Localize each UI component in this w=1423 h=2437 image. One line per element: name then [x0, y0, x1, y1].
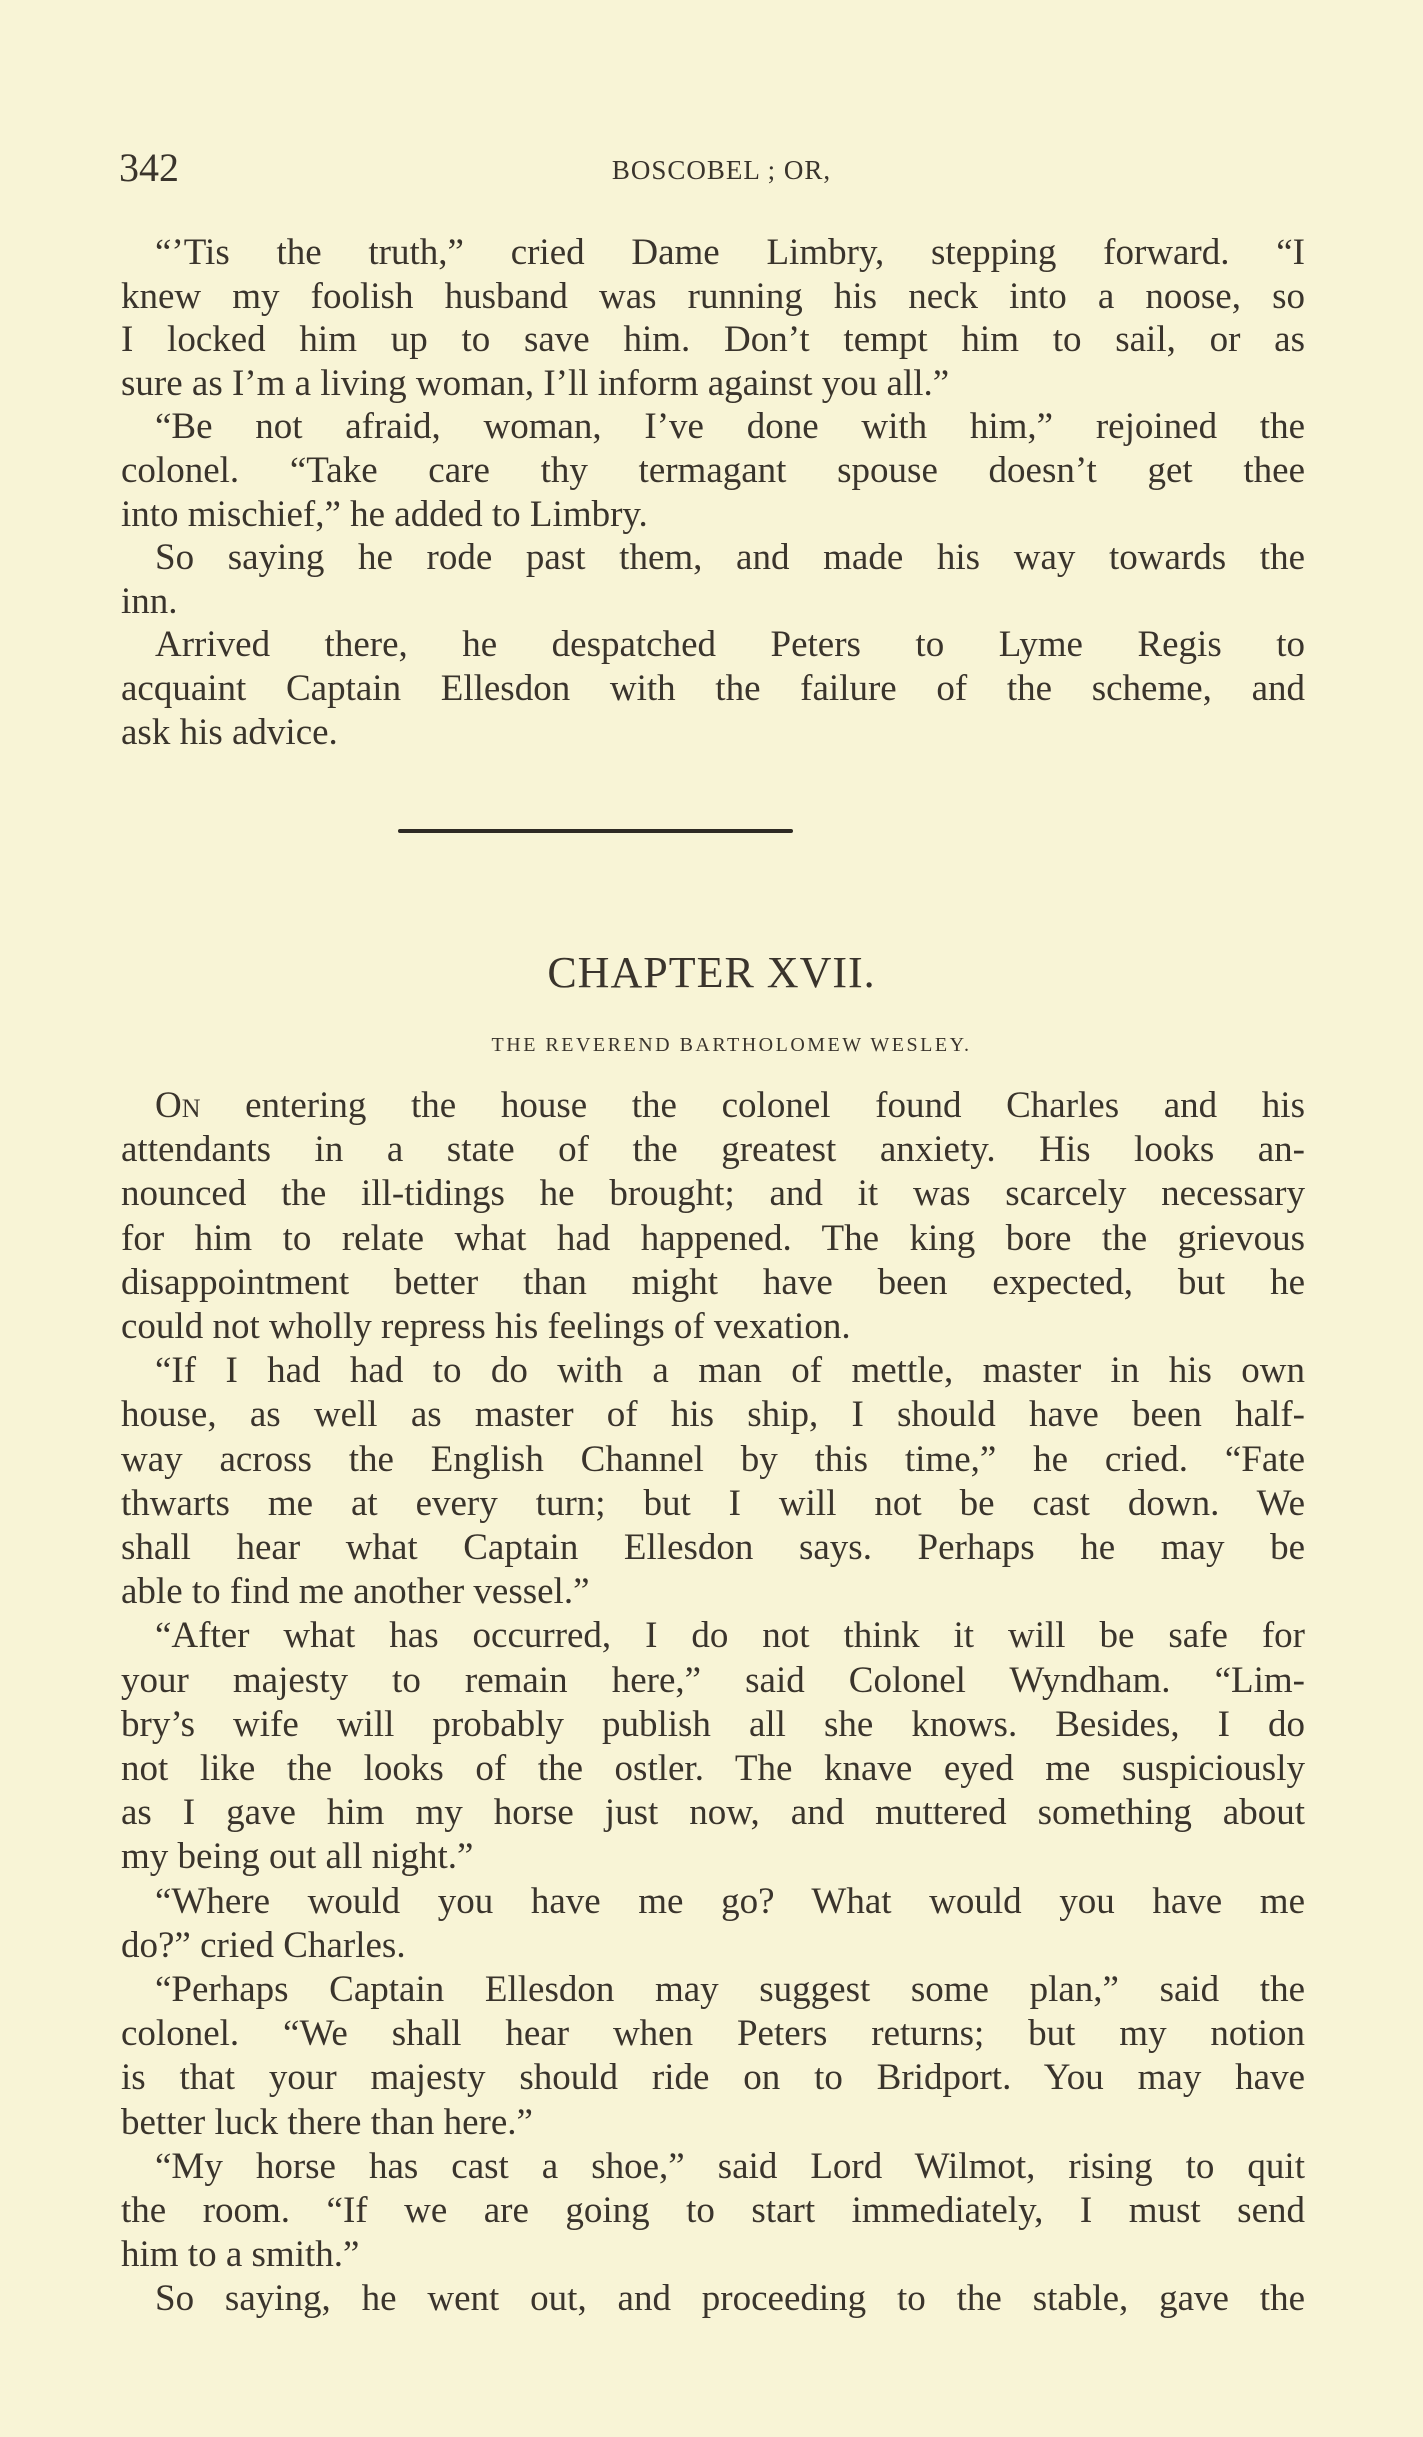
text-line: disappointment better than might have been expected, but he	[121, 1262, 1305, 1303]
text-line: ask his advice.	[121, 712, 338, 753]
running-title: BOSCOBEL ; OR,	[611, 155, 832, 185]
text-line: able to find me another vessel.”	[121, 1571, 590, 1612]
text-line: could not wholly repress his feelings of vexation.	[121, 1306, 851, 1347]
text-line: acquaint Captain Ellesdon with the failure of the scheme, and	[121, 668, 1305, 709]
text-line-rest: entering the house the colonel found Charles and his	[200, 1085, 1305, 1126]
text-line: “Where would you have me go? What would you have me	[155, 1881, 1305, 1922]
text-line: as I gave him my horse just now, and muttered something about	[121, 1792, 1305, 1833]
text-line: is that your majesty should ride on to Bridport. You may have	[121, 2057, 1305, 2098]
text-line: my being out all night.”	[121, 1836, 474, 1877]
text-line: your majesty to remain here,” said Colonel Wyndham. “Lim-	[121, 1660, 1305, 1701]
text-line: the room. “If we are going to start immediately, I must send	[121, 2190, 1305, 2231]
text-line: for him to relate what had happened. The king bore the grievous	[121, 1218, 1305, 1259]
text-line: “Perhaps Captain Ellesdon may suggest some plan,” said the	[155, 1969, 1305, 2010]
text-line: thwarts me at every turn; but I will not be cast down. We	[121, 1483, 1305, 1524]
text-line: better luck there than here.”	[121, 2102, 533, 2143]
text-line	[155, 1084, 1305, 1128]
chapter-divider-rule	[398, 829, 793, 833]
text-line: him to a smith.”	[121, 2234, 360, 2275]
text-line: shall hear what Captain Ellesdon says. Perhaps he may be	[121, 1527, 1305, 1568]
text-line: not like the looks of the ostler. The knave eyed me suspiciously	[121, 1748, 1305, 1789]
text-line: So saying, he went out, and proceeding to the stable, gave the	[155, 2278, 1305, 2319]
text-line: “If I had had to do with a man of mettle, master in his own	[155, 1350, 1305, 1391]
text-line: sure as I’m a living woman, I’ll inform against you all.”	[121, 363, 950, 404]
chapter-subtitle: THE REVEREND BARTHOLOMEW WESLEY.	[491, 1034, 972, 1056]
text-line: bry’s wife will probably publish all she knows. Besides, I do	[121, 1704, 1305, 1745]
text-line: attendants in a state of the greatest anxiety. His looks an-	[121, 1129, 1305, 1170]
text-line: Arrived there, he despatched Peters to Lyme Regis to	[155, 624, 1305, 665]
text-line: inn.	[121, 581, 178, 622]
page-number: 342	[119, 145, 179, 190]
text-line: “’Tis the truth,” cried Dame Limbry, stepping forward. “I	[155, 232, 1305, 273]
text-line: I locked him up to save him. Don’t tempt him to sail, or as	[121, 319, 1305, 360]
text-line: colonel. “We shall hear when Peters returns; but my notion	[121, 2013, 1305, 2054]
text-line: do?” cried Charles.	[121, 1925, 406, 1966]
chapter-title: CHAPTER XVII.	[547, 948, 876, 997]
text-line: nounced the ill-tidings he brought; and it was scarcely necessary	[121, 1173, 1305, 1214]
text-line: way across the English Channel by this time,” he cried. “Fate	[121, 1439, 1305, 1480]
text-line: “After what has occurred, I do not think it will be safe for	[155, 1615, 1305, 1656]
text-line: “Be not afraid, woman, I’ve done with him,” rejoined the	[155, 406, 1305, 447]
small-caps-lead-word: On	[155, 1085, 201, 1126]
text-line: knew my foolish husband was running his neck into a noose, so	[121, 276, 1305, 317]
text-line: colonel. “Take care thy termagant spouse doesn’t get thee	[121, 450, 1305, 491]
text-line: into mischief,” he added to Limbry.	[121, 494, 648, 535]
text-line: house, as well as master of his ship, I should have been half-	[121, 1394, 1305, 1435]
text-line: So saying he rode past them, and made his way towards the	[155, 537, 1305, 578]
text-line: “My horse has cast a shoe,” said Lord Wilmot, rising to quit	[155, 2146, 1305, 2187]
